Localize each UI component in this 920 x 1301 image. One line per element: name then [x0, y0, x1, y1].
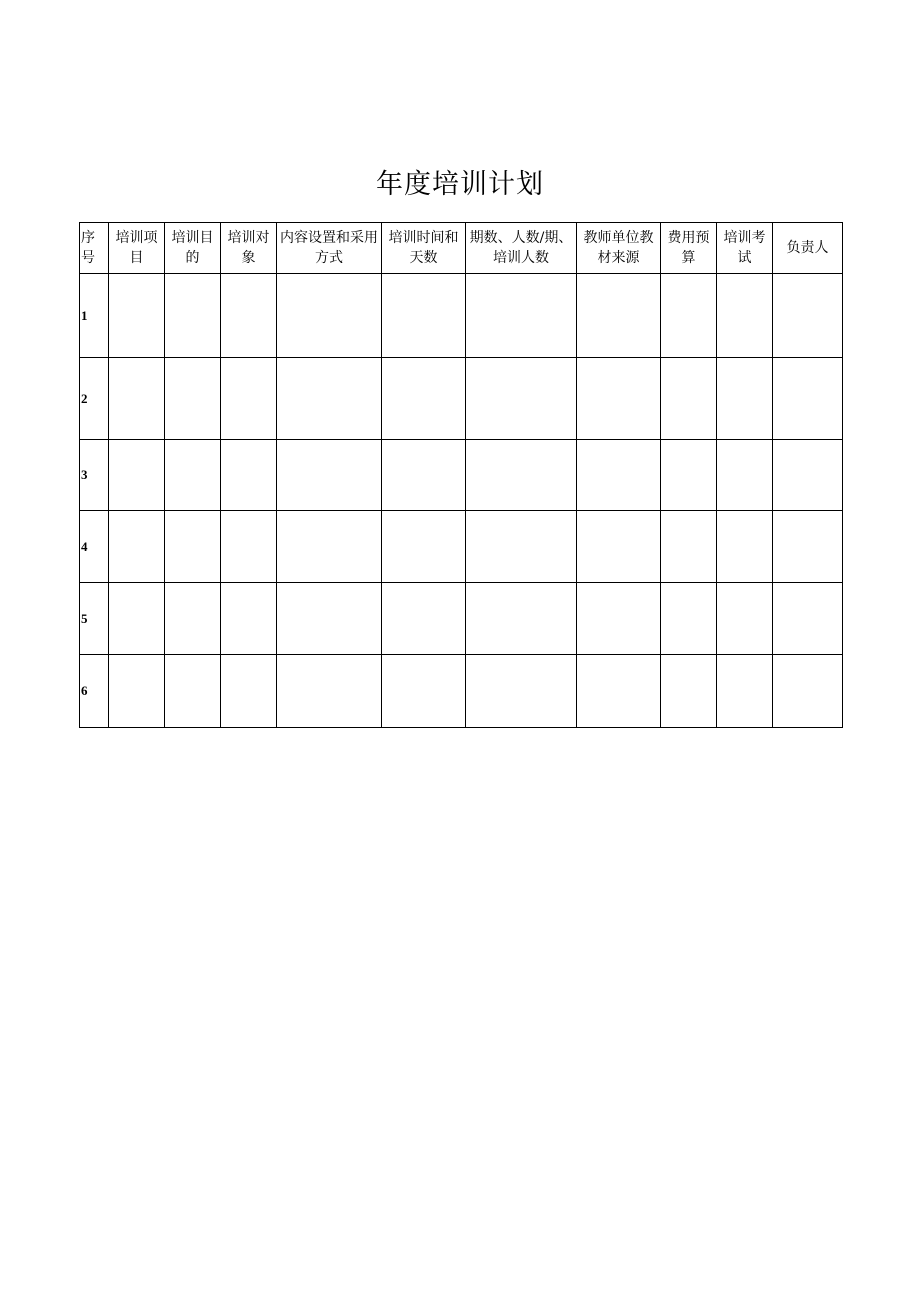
time-days-cell[interactable]	[382, 358, 466, 440]
teacher-materials-cell[interactable]	[577, 583, 661, 655]
training-item-cell[interactable]	[109, 511, 165, 583]
owner-cell[interactable]	[773, 655, 843, 728]
owner-cell[interactable]	[773, 274, 843, 358]
content-method-cell[interactable]	[277, 274, 382, 358]
row-seq-cell: 5	[80, 583, 109, 655]
table-header-row	[80, 223, 843, 274]
exam-cell[interactable]	[717, 583, 773, 655]
header-budget-label: 费用预算	[667, 230, 710, 266]
training-item-cell[interactable]	[109, 440, 165, 511]
content-method-cell[interactable]	[277, 583, 382, 655]
header-training-target	[221, 223, 277, 274]
header-teacher-materials-label: 教师单位教材来源	[583, 230, 654, 266]
training-plan-table	[79, 222, 843, 728]
header-content-method	[277, 223, 382, 274]
exam-cell[interactable]	[717, 655, 773, 728]
owner-cell[interactable]	[773, 440, 843, 511]
header-teacher-materials	[577, 223, 661, 274]
training-item-cell[interactable]	[109, 583, 165, 655]
training-target-cell[interactable]	[221, 655, 277, 728]
header-seq-label: 序号	[81, 230, 95, 266]
training-purpose-cell[interactable]	[165, 440, 221, 511]
exam-cell[interactable]	[717, 274, 773, 358]
header-sessions-people	[466, 223, 577, 274]
content-method-cell[interactable]	[277, 655, 382, 728]
table-row	[80, 511, 843, 583]
sessions-people-cell[interactable]	[466, 583, 577, 655]
sessions-people-cell[interactable]	[466, 511, 577, 583]
header-training-item-label: 培训项目	[115, 230, 158, 266]
header-training-item	[109, 223, 165, 274]
header-sessions-people-label: 期数、人数/期、培训人数	[469, 230, 573, 266]
content-method-cell[interactable]	[277, 358, 382, 440]
sessions-people-cell[interactable]	[466, 358, 577, 440]
page-title: 年度培训计划	[376, 169, 544, 200]
time-days-cell[interactable]	[382, 655, 466, 728]
header-owner	[773, 223, 843, 274]
training-purpose-cell[interactable]	[165, 583, 221, 655]
time-days-cell[interactable]	[382, 583, 466, 655]
header-owner-label: 负责人	[786, 240, 829, 256]
row-seq-cell: 4	[80, 511, 109, 583]
training-target-cell[interactable]	[221, 440, 277, 511]
training-item-cell[interactable]	[109, 655, 165, 728]
budget-cell[interactable]	[661, 440, 717, 511]
header-training-purpose-label: 培训目的	[171, 230, 214, 266]
time-days-cell[interactable]	[382, 274, 466, 358]
training-target-cell[interactable]	[221, 274, 277, 358]
header-exam	[717, 223, 773, 274]
header-budget	[661, 223, 717, 274]
table-row	[80, 583, 843, 655]
owner-cell[interactable]	[773, 358, 843, 440]
table-row	[80, 358, 843, 440]
sessions-people-cell[interactable]	[466, 440, 577, 511]
header-training-target-label: 培训对象	[227, 230, 270, 266]
training-purpose-cell[interactable]	[165, 274, 221, 358]
row-seq-cell: 1	[80, 274, 109, 358]
teacher-materials-cell[interactable]	[577, 274, 661, 358]
row-seq-cell: 2	[80, 358, 109, 440]
teacher-materials-cell[interactable]	[577, 655, 661, 728]
budget-cell[interactable]	[661, 274, 717, 358]
owner-cell[interactable]	[773, 511, 843, 583]
training-item-cell[interactable]	[109, 274, 165, 358]
budget-cell[interactable]	[661, 511, 717, 583]
table-row	[80, 274, 843, 358]
header-exam-label: 培训考试	[723, 230, 766, 266]
header-time-days-label: 培训时间和天数	[388, 230, 459, 266]
header-training-purpose	[165, 223, 221, 274]
teacher-materials-cell[interactable]	[577, 358, 661, 440]
sessions-people-cell[interactable]	[466, 655, 577, 728]
header-time-days	[382, 223, 466, 274]
time-days-cell[interactable]	[382, 511, 466, 583]
table-row	[80, 440, 843, 511]
row-seq-cell: 3	[80, 440, 109, 511]
training-target-cell[interactable]	[221, 583, 277, 655]
training-item-cell[interactable]	[109, 358, 165, 440]
content-method-cell[interactable]	[277, 440, 382, 511]
sessions-people-cell[interactable]	[466, 274, 577, 358]
training-target-cell[interactable]	[221, 358, 277, 440]
teacher-materials-cell[interactable]	[577, 440, 661, 511]
budget-cell[interactable]	[661, 358, 717, 440]
teacher-materials-cell[interactable]	[577, 511, 661, 583]
exam-cell[interactable]	[717, 358, 773, 440]
row-seq-cell: 6	[80, 655, 109, 728]
exam-cell[interactable]	[717, 440, 773, 511]
owner-cell[interactable]	[773, 583, 843, 655]
exam-cell[interactable]	[717, 511, 773, 583]
budget-cell[interactable]	[661, 583, 717, 655]
training-purpose-cell[interactable]	[165, 511, 221, 583]
content-method-cell[interactable]	[277, 511, 382, 583]
header-content-method-label: 内容设置和采用方式	[280, 230, 378, 266]
training-purpose-cell[interactable]	[165, 358, 221, 440]
budget-cell[interactable]	[661, 655, 717, 728]
training-target-cell[interactable]	[221, 511, 277, 583]
time-days-cell[interactable]	[382, 440, 466, 511]
table-row	[80, 655, 843, 728]
training-purpose-cell[interactable]	[165, 655, 221, 728]
header-seq	[80, 223, 109, 274]
